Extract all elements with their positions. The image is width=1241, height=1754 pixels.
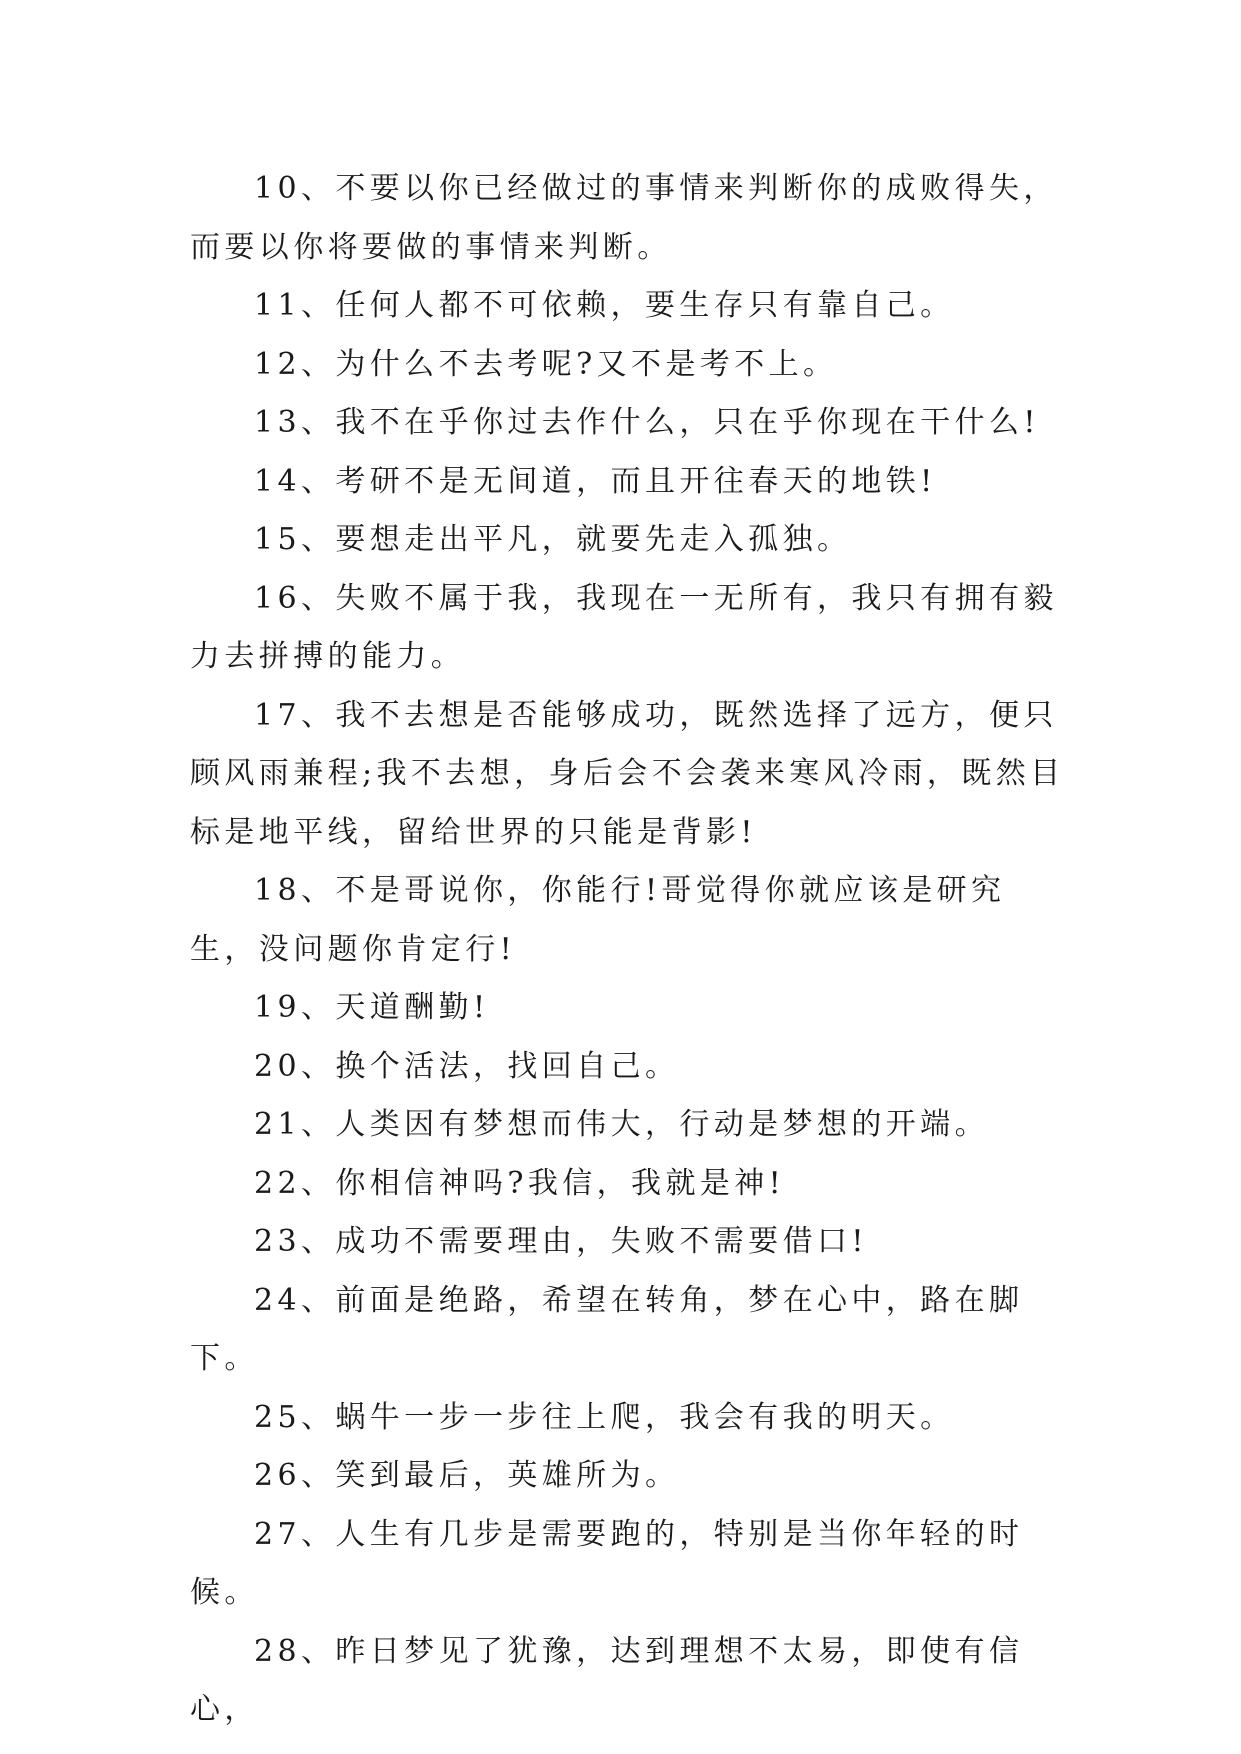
quote-paragraph-16: 16、失败不属于我，我现在一无所有，我只有拥有毅力去拼搏的能力。 [190, 580, 1058, 674]
quote-paragraph-15: 15、要想走出平凡，就要先走入孤独。 [254, 522, 852, 557]
quote-paragraph-21: 21、人类因有梦想而伟大，行动是梦想的开端。 [254, 1107, 989, 1142]
quote-paragraph-24: 24、前面是绝路，希望在转角，梦在心中，路在脚下。 [190, 1282, 1024, 1376]
quote-paragraph-13: 13、我不在乎你过去作什么，只在乎你现在干什么! [254, 405, 1040, 440]
quote-paragraph-22: 22、你相信神吗?我信，我就是神! [254, 1165, 786, 1201]
quote-paragraph-20: 20、换个活法，找回自己。 [254, 1048, 680, 1084]
quote-paragraph-23: 23、成功不需要理由，失败不需要借口! [254, 1224, 868, 1259]
quote-paragraph-26: 26、笑到最后，英雄所为。 [254, 1458, 680, 1493]
quote-paragraph-17: 17、我不去想是否能够成功，既然选择了远方，便只顾风雨兼程;我不去想，身后会不会袭来寒风冷雨，既然目标是地平线，留给世界的只能是背影! [190, 697, 1065, 850]
quote-paragraph-25: 25、蜗牛一步一步往上爬，我会有我的明天。 [254, 1399, 955, 1435]
quote-paragraph-19: 19、天道酬勤! [254, 990, 490, 1025]
quote-paragraph-18: 18、不是哥说你，你能行!哥觉得你就应该是研究生，没问题你肯定行! [190, 873, 1006, 967]
quote-paragraph-27: 27、人生有几步是需要跑的，特别是当你年轻的时候。 [190, 1516, 1024, 1610]
quote-paragraph-28: 28、昨日梦见了犹豫，达到理想不太易，即使有信心， [190, 1633, 1024, 1727]
quote-paragraph-12: 12、为什么不去考呢?又不是考不上。 [254, 346, 838, 382]
quote-paragraph-14: 14、考研不是无间道，而且开往春天的地铁! [254, 463, 937, 499]
document-body [190, 160, 1070, 1740]
quote-paragraph-11: 11、任何人都不可依赖，要生存只有靠自己。 [254, 288, 955, 323]
quote-paragraph-10: 10、不要以你已经做过的事情来判断你的成败得失，而要以你将要做的事情来判断。 [190, 171, 1058, 265]
